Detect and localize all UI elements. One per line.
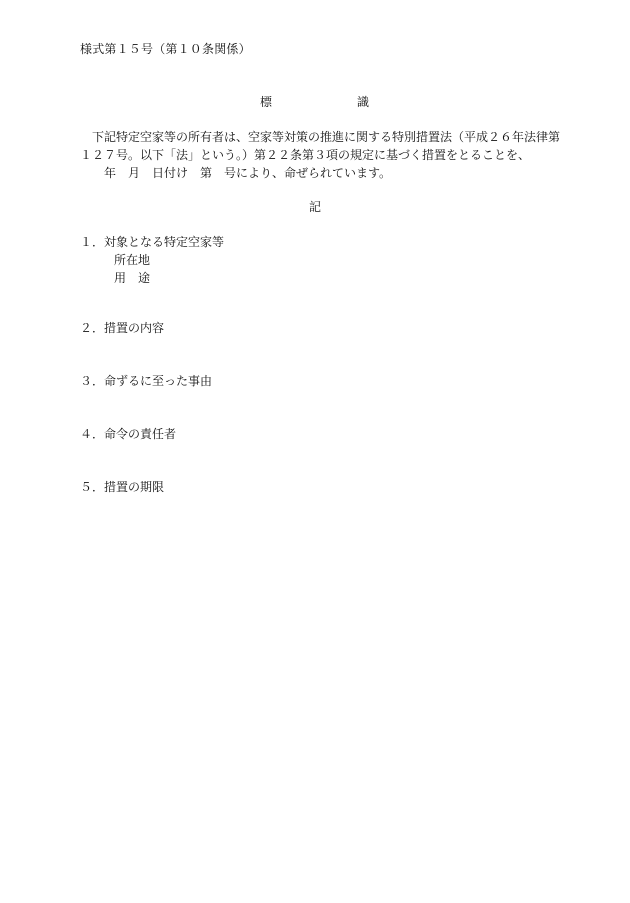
form-number-label: 様式第１５号（第１０条関係）: [80, 42, 251, 56]
item-heading: [80, 373, 560, 389]
list-item: [80, 479, 560, 499]
item-sub-location: 所在地: [114, 253, 151, 267]
item-title: 措置の期限: [104, 480, 165, 494]
list-item: [80, 373, 560, 426]
item-title: 命ずるに至った事由: [104, 374, 213, 388]
item-heading: [80, 320, 560, 336]
item-heading: [80, 426, 560, 442]
title-char-2: 識: [356, 95, 370, 109]
item-heading: [80, 479, 560, 495]
item-number: ２．: [80, 321, 105, 335]
item-heading: [80, 234, 560, 250]
list-item: [80, 234, 560, 320]
item-number: ５．: [80, 480, 105, 494]
notice-line-3: 年 月 日付け 第 号により、命ぜられています。: [104, 166, 392, 180]
list-item: [80, 426, 560, 479]
item-sub-usage: 用 途: [114, 271, 151, 285]
title-char-1: 標: [260, 95, 274, 109]
item-number: １．: [80, 235, 105, 249]
item-list: [80, 234, 560, 499]
item-title: 対象となる特定空家等: [104, 235, 225, 249]
ki-heading: 記: [308, 200, 321, 214]
item-number: ４．: [80, 427, 105, 441]
notice-line-2: １２７号。以下「法」という。）第２２条第３項の規定に基づく措置をとることを、: [80, 148, 531, 162]
notice-line-1: 下記特定空家等の所有者は、空家等対策の推進に関する特別措置法（平成２６年法律第: [92, 130, 561, 144]
item-number: ３．: [80, 374, 105, 388]
document-title: [260, 94, 370, 110]
list-item: [80, 320, 560, 373]
item-title: 措置の内容: [104, 321, 165, 335]
notice-body: [80, 128, 560, 182]
item-title: 命令の責任者: [104, 427, 177, 441]
